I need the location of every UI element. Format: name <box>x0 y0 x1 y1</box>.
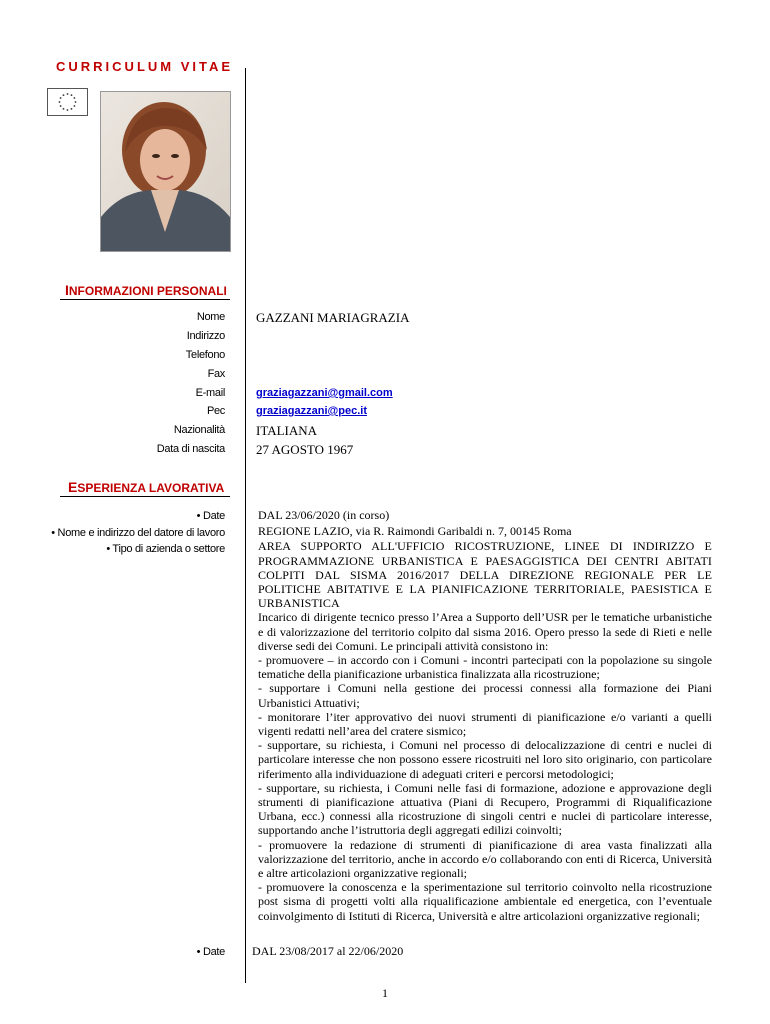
email-link[interactable]: graziagazzani@gmail.com <box>256 387 393 399</box>
document-title: CURRICULUM VITAE <box>56 59 234 74</box>
label-date: • Date <box>196 510 225 522</box>
job-description-paragraph: - monitorare l’iter approvativo dei nuovi strumenti di pianificazione e/o varianti a quelli vigenti redatti nell’area del cratere sismico; <box>258 709 712 739</box>
personal-info-heading: INFORMAZIONI PERSONALI <box>65 282 227 298</box>
label-employer: • Nome e indirizzo del datore di lavoro <box>51 527 225 539</box>
label-date-2: • Date <box>196 946 225 958</box>
label-telefono: Telefono <box>185 349 225 361</box>
label-nazionalita: Nazionalità <box>173 424 225 436</box>
label-pec: Pec <box>206 405 225 417</box>
job-description-paragraph: - supportare i Comuni nella gestione dei processi connessi alla formazione dei Piani Urbanistici Attuativi; <box>258 681 712 710</box>
job-description-paragraph: Incarico di dirigente tecnico presso l’Area a Supporto dell’USR per le tematiche urbanistiche e di valorizzazione del territorio colpito dal sisma 2016. Opero presso la sede di Rieti e nelle diverse sedi dei Comuni. Le principali attività consistono in: <box>258 610 712 653</box>
label-data-nascita: Data di nascita <box>156 443 225 455</box>
page-number: 1 <box>382 986 388 1000</box>
label-email: E-mail <box>195 387 225 399</box>
label-indirizzo: Indirizzo <box>186 330 225 342</box>
column-divider <box>245 68 246 983</box>
job-description-paragraph: - promuovere la conoscenza e la sperimentazione sul territorio coinvolto nella ricostruzione post sisma di progetti volti alla riqualificazione ambientale ed energetica, con l’eventuale coinvolgimento di Istituti di Ricerca, Università e altre articolazioni organizzative regionali; <box>258 880 712 923</box>
job-description-paragraph: - supportare, su richiesta, i Comuni nelle fasi di formazione, adozione e approvazione degli strumenti di pianificazione attuativa (Piani di Recupero, Programmi di Riqualificazione Urbana, ecc.) connessi alla ricostruzione di singoli centri e nuclei di particolare interesse, supportando anche l’istruttoria degli aggregati edilizi coinvolti; <box>258 780 712 838</box>
value-nome: GAZZANI MARIAGRAZIA <box>256 310 410 325</box>
job-description <box>258 610 712 922</box>
job-sector: AREA SUPPORTO ALL'UFFICIO RICOSTRUZIONE, LINEE DI INDIRIZZO E PROGRAMMAZIONE URBANISTICA E PAESAGGISTICA DEI CENTRI ABITATI COLPITI DAL SISMA 2016/2017 DELLA DIREZIONE REGIONALE PER LE POLITICHE ABITATIVE E LA PIANIFICAZIONE TERRITORIALE, PAESISTICA E URBANISTICA <box>258 539 712 611</box>
profile-photo <box>100 91 231 252</box>
job-description-paragraph: - supportare, su richiesta, i Comuni nel processo di delocalizzazione di centri e nuclei di particolare interesse che non possono essere ricostruiti nel loro sito originario, con particolare riferimento alla individuazione di adeguati criteri e percorsi metodologici; <box>258 738 712 781</box>
value-data-nascita: 27 AGOSTO 1967 <box>256 442 354 457</box>
job-date: DAL 23/06/2020 (in corso) <box>258 508 390 522</box>
experience-heading: ESPERIENZA LAVORATIVA <box>68 479 225 495</box>
job-description-paragraph: - promuovere – in accordo con i Comuni - incontri partecipati con la popolazione su singole tematiche della pianificazione urbanistica finalizzata alla ricostruzione; <box>258 653 712 682</box>
eu-flag-icon <box>47 88 88 116</box>
job-description-paragraph: - promuovere la redazione di strumenti di pianificazione di area vasta finalizzati alla valorizzazione del territorio, anche in accordo e/o collaborando con enti di Ricerca, Università e altre articolazioni organizzative regionali; <box>258 837 712 881</box>
label-sector: • Tipo di azienda o settore <box>106 543 225 555</box>
label-fax: Fax <box>207 368 225 380</box>
job-employer: REGIONE LAZIO, via R. Raimondi Garibaldi n. 7, 00145 Roma <box>258 524 572 539</box>
label-nome: Nome <box>196 311 225 323</box>
value-nazionalita: ITALIANA <box>256 423 318 438</box>
experience-rule <box>60 496 230 497</box>
job-entry <box>258 508 712 923</box>
pec-link[interactable]: graziagazzani@pec.it <box>256 405 367 417</box>
job2-date: DAL 23/08/2017 al 22/06/2020 <box>252 944 404 958</box>
personal-info-rule <box>60 299 230 300</box>
